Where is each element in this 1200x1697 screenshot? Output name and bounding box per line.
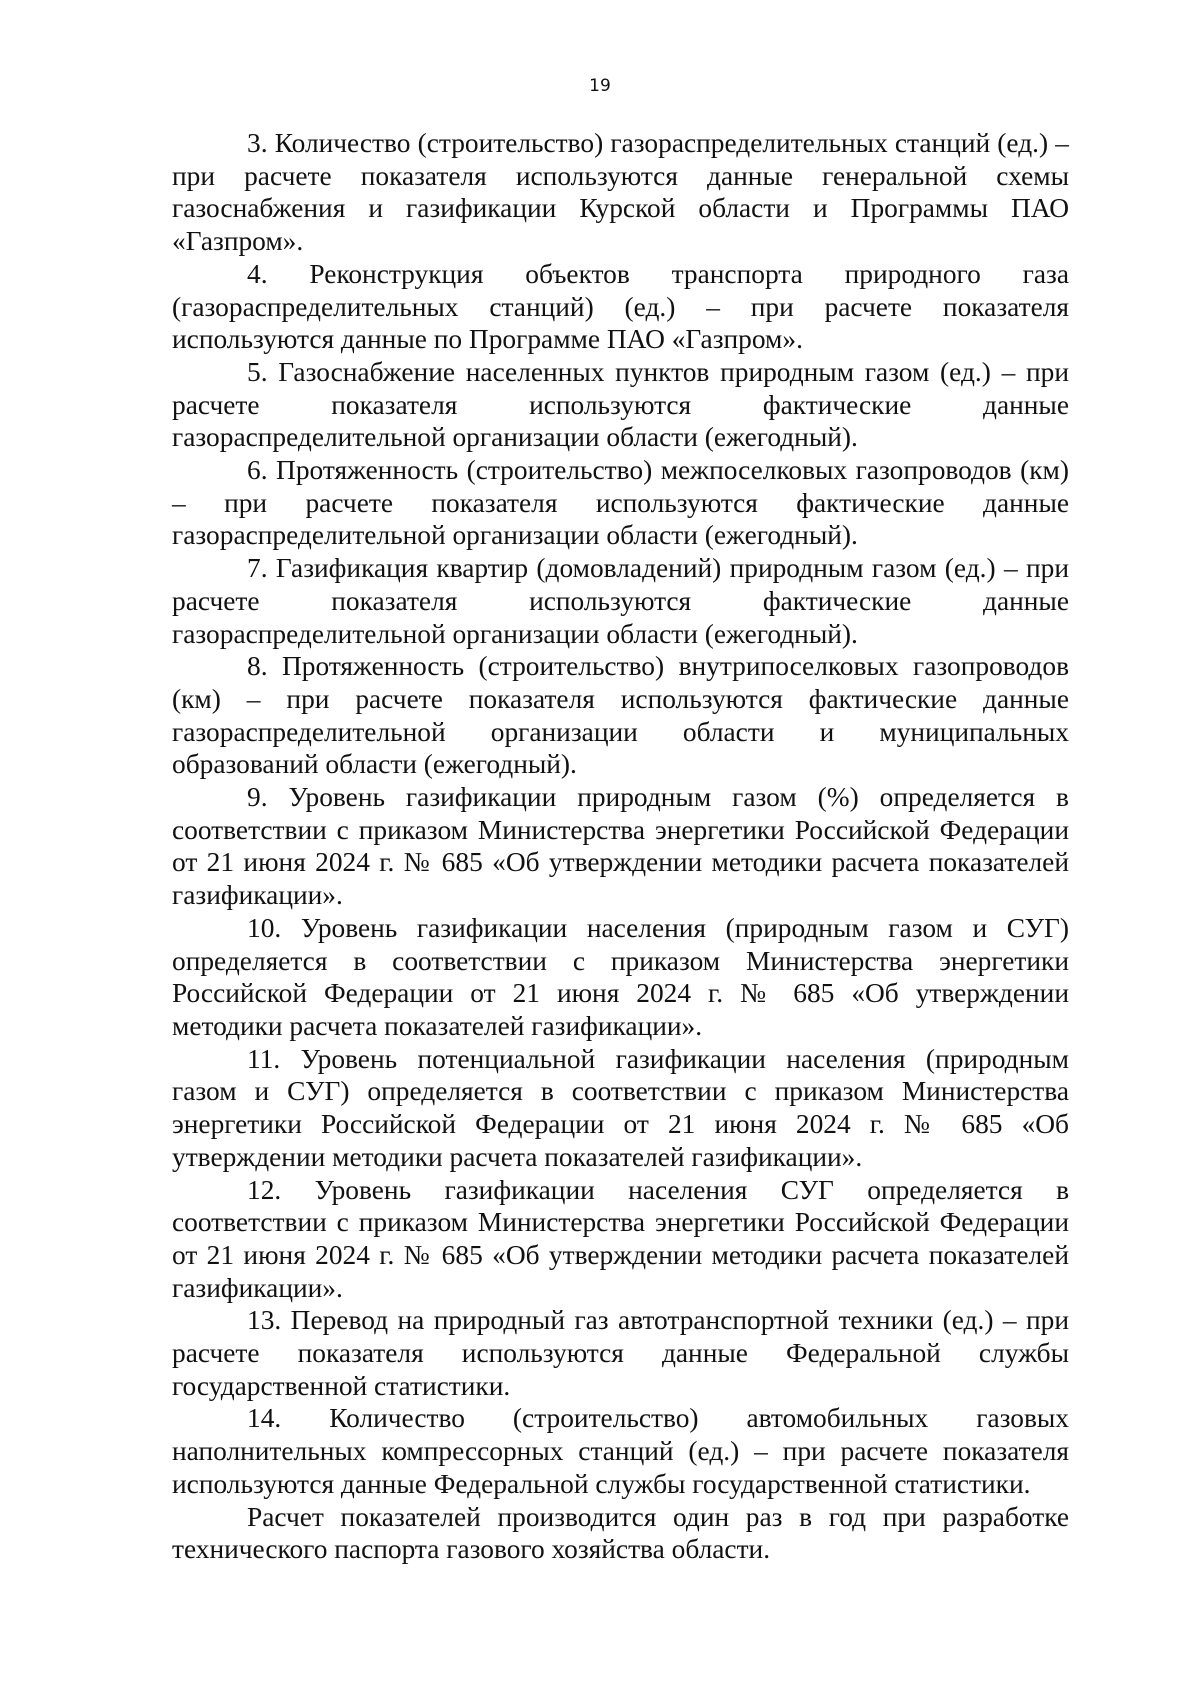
paragraph-item-11: 11. Уровень потенциальной газификации населения (природным газом и СУГ) определяется в соответствии с приказом Министерства энергетики Российской Федерации от 21 июня 2024 г. № 685 «Об утверждении методики расчета показателей газификации». — [172, 1043, 1069, 1172]
paragraph-item-13: 13. Перевод на природный газ автотранспортной техники (ед.) – при расчете показателя используются данные Федеральной службы государственной статистики. — [172, 1305, 1069, 1401]
page-number: 19 — [589, 76, 611, 96]
paragraph-item-4: 4. Реконструкция объектов транспорта природного газа (газораспределительных станций) (ед.) – при расчете показателя используются данные по Программе ПАО «Газпром». — [172, 258, 1069, 355]
paragraph-item-14: 14. Количество (строительство) автомобильных газовых наполнительных компрессорных станций (ед.) – при расчете показателя используются данные Федеральной службы государственной статистики. — [172, 1403, 1069, 1499]
document-body — [172, 127, 1069, 1566]
paragraph-item-10: 10. Уровень газификации населения (природным газом и СУГ) определяется в соответствии с приказом Министерства энергетики Российской Федерации от 21 июня 2024 г. № 685 «Об утверждении методики расчета показателей газификации». — [172, 912, 1069, 1041]
paragraph-item-5: 5. Газоснабжение населенных пунктов природным газом (ед.) – при расчете показателя используются фактические данные газораспределительной организации области (ежегодный). — [172, 356, 1069, 453]
paragraph-final-note: Расчет показателей производится один раз в год при разработке технического паспорта газового хозяйства области. — [172, 1501, 1069, 1565]
paragraph-item-9: 9. Уровень газификации природным газом (%) определяется в соответствии с приказом Министерства энергетики Российской Федерации от 21 июня 2024 г. № 685 «Об утверждении методики расчета показателей газификации». — [172, 782, 1069, 911]
paragraph-item-8: 8. Протяженность (строительство) внутрипоселковых газопроводов (км) – при расчете показателя используются фактические данные газораспределительной организации области и муниципальных образований области (ежегодный). — [172, 651, 1069, 780]
paragraph-item-12: 12. Уровень газификации населения СУГ определяется в соответствии с приказом Министерства энергетики Российской Федерации от 21 июня 2024 г. № 685 «Об утверждении методики расчета показателей газификации». — [172, 1174, 1069, 1303]
paragraph-item-3: 3. Количество (строительство) газораспределительных станций (ед.) – при расчете показателя используются данные генеральной схемы газоснабжения и газификации Курской области и Программы ПАО «Газпром». — [172, 128, 1069, 257]
paragraph-item-7: 7. Газификация квартир (домовладений) природным газом (ед.) – при расчете показателя используются фактические данные газораспределительной организации области (ежегодный). — [172, 553, 1069, 649]
paragraph-item-6: 6. Протяженность (строительство) межпоселковых газопроводов (км) – при расчете показателя используются фактические данные газораспределительной организации области (ежегодный). — [172, 455, 1069, 551]
